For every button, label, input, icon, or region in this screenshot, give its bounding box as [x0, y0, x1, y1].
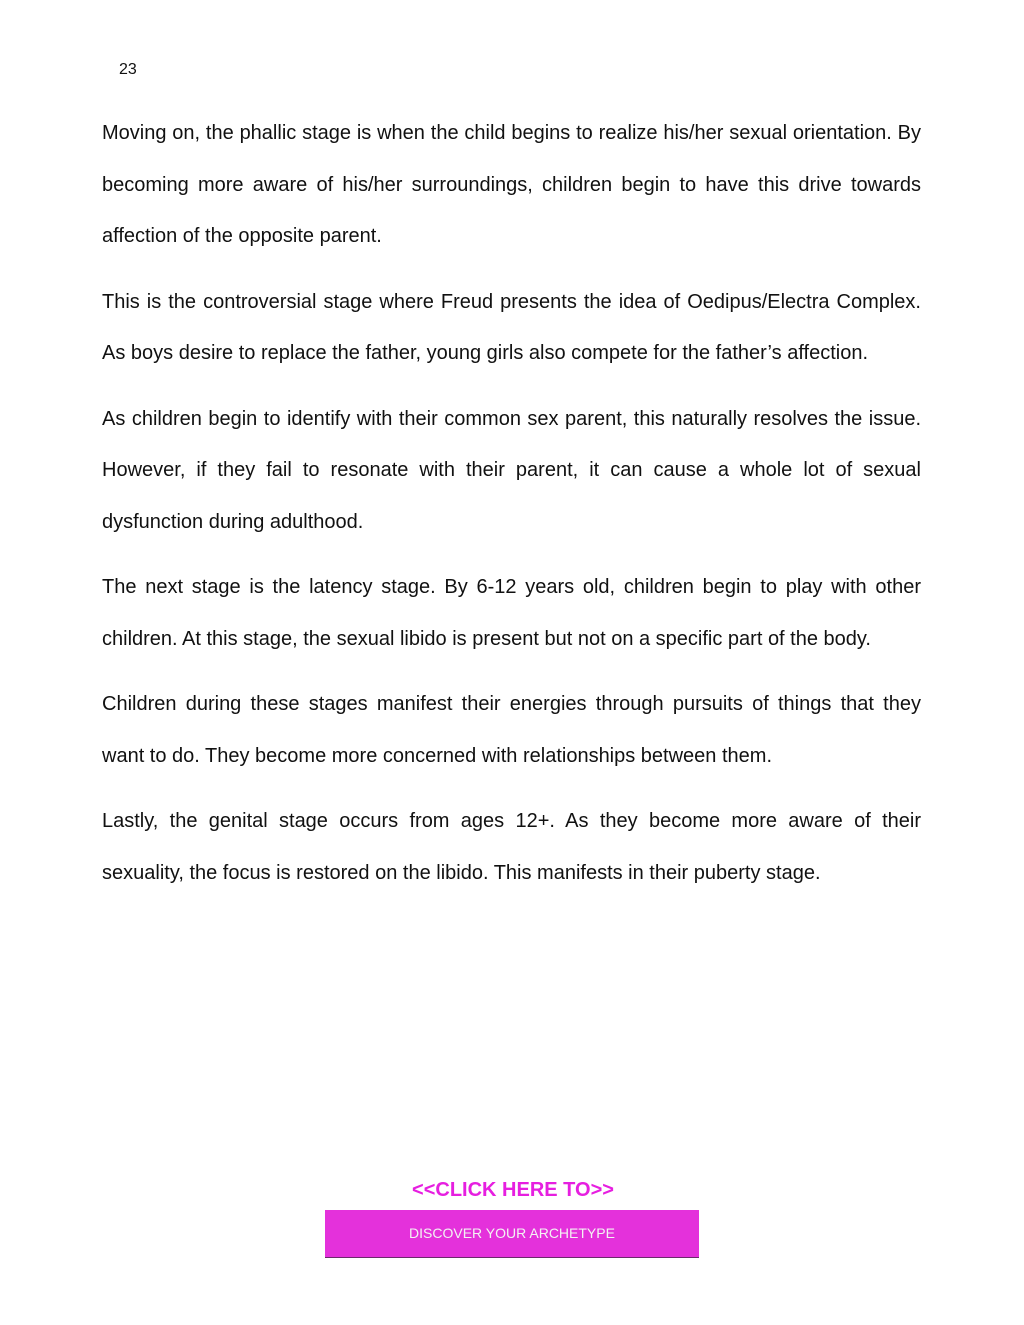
paragraph-phallic-stage: Moving on, the phallic stage is when the child begins to realize his/her sexual orientation. By becoming more aware of his/her surroundings, children begin to have this drive towards affection of the opposite parent.: [102, 122, 921, 247]
call-to-action: [0, 1176, 1024, 1204]
discover-archetype-button[interactable]: DISCOVER YOUR ARCHETYPE: [325, 1210, 699, 1257]
paragraph-identification: As children begin to identify with their common sex parent, this naturally resolves the issue. However, if they fail to resonate with their parent, it can cause a whole lot of sexual dysfunction during adulthood.: [102, 407, 921, 533]
paragraph-latency-stage: The next stage is the latency stage. By 6-12 years old, children begin to play with other children. At this stage, the sexual libido is present but not on a specific part of the body.: [102, 576, 921, 650]
paragraph-genital-stage: Lastly, the genital stage occurs from ages 12+. As they become more aware of their sexuality, the focus is restored on the libido. This manifests in their puberty stage.: [102, 810, 921, 884]
paragraph-energies: Children during these stages manifest their energies through pursuits of things that they want to do. They become more concerned with relationships between them.: [102, 693, 921, 767]
page-number: 23: [119, 61, 137, 78]
click-here-link[interactable]: <<CLICK HERE TO>>: [412, 1179, 614, 1201]
body-text: [102, 108, 921, 913]
paragraph-oedipus-complex: This is the controversial stage where Freud presents the idea of Oedipus/Electra Complex. As boys desire to replace the father, young girls also compete for the father’s affection.: [102, 290, 921, 364]
